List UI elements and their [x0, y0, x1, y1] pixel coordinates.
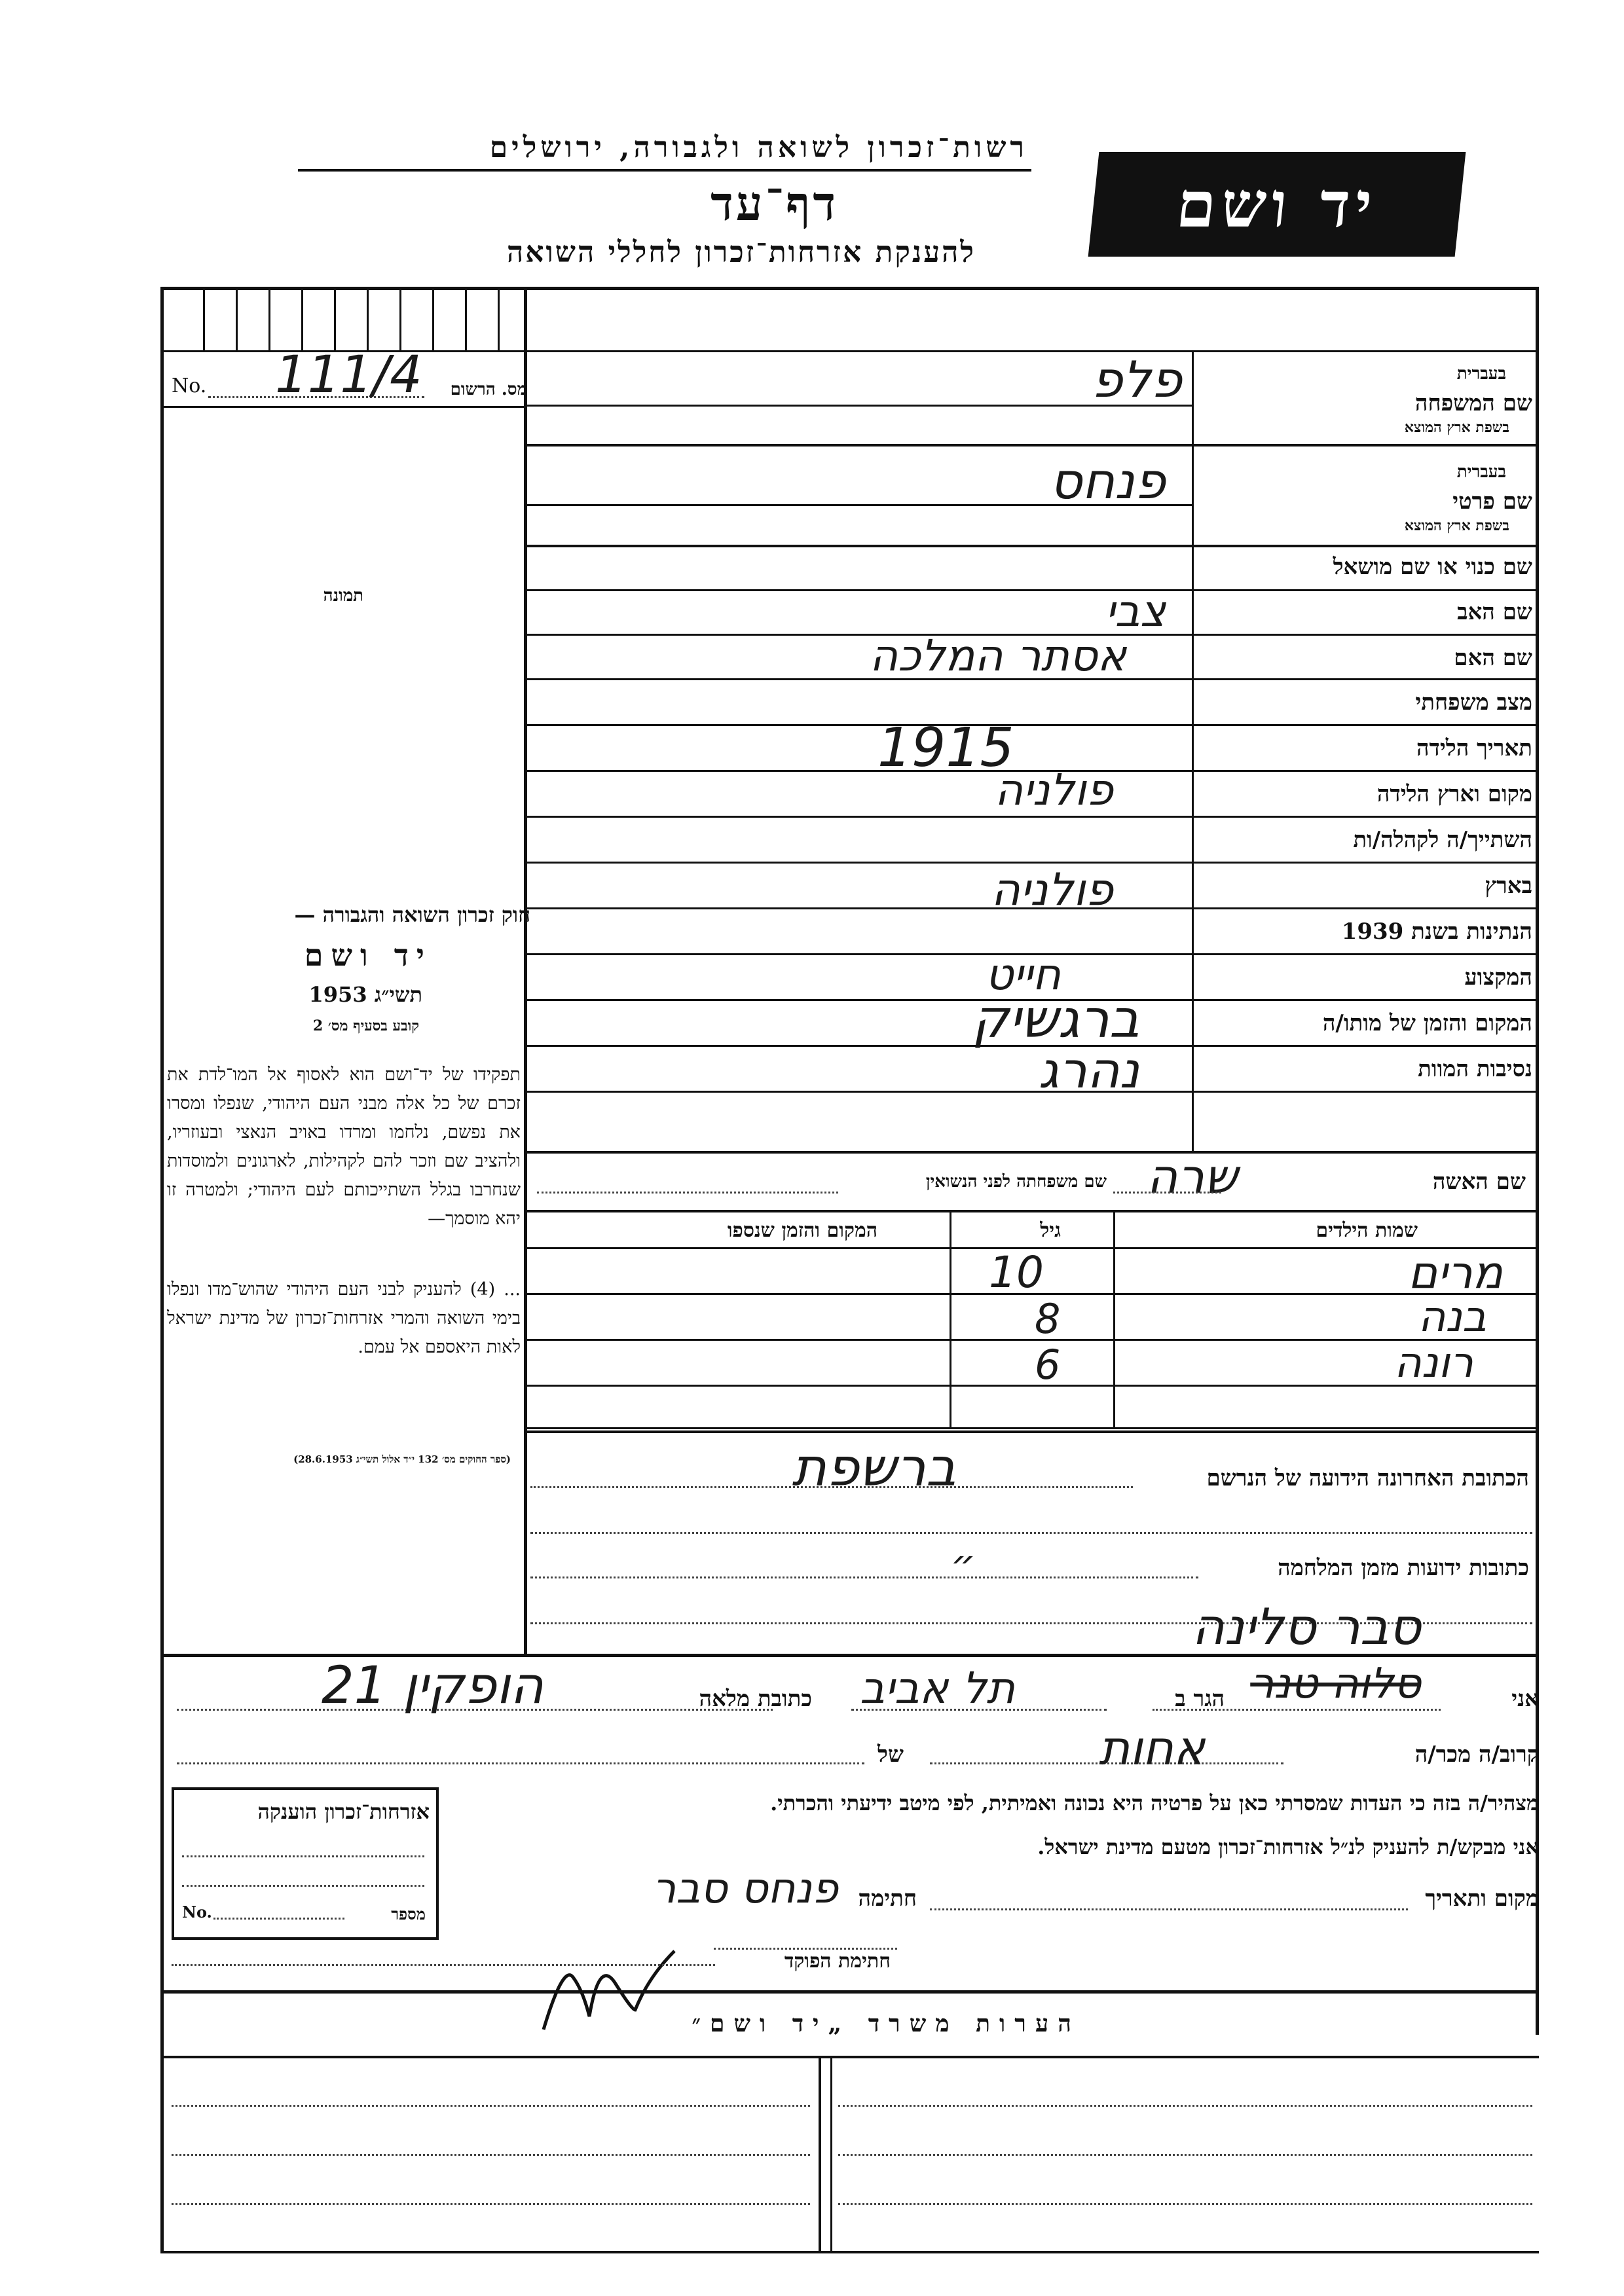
- row-sep: [527, 816, 1538, 818]
- row-sep: [527, 545, 1538, 547]
- notes-dots: [838, 2203, 1532, 2205]
- children-row-line: [527, 1339, 1538, 1341]
- witness-full-address: הופקין 21: [321, 1656, 544, 1715]
- frame-bottom: [160, 2251, 1539, 2253]
- row-sep: [527, 444, 1538, 446]
- wife-value: שרה: [1147, 1149, 1238, 1204]
- footer-dots-left: [172, 1964, 715, 1966]
- profession-label: המקצוע: [1464, 964, 1532, 991]
- tick: [399, 288, 401, 350]
- family-name-sub-he: בעברית: [1456, 364, 1506, 384]
- witness-name-crossed: סלוה טנר: [1250, 1660, 1421, 1708]
- marital-label: מצב משפחתי: [1415, 689, 1532, 716]
- circumstances-label: נסיבות המוות: [1418, 1056, 1532, 1082]
- children-names-header: שמות הילדים: [1316, 1219, 1418, 1242]
- row-sep: [527, 589, 1538, 591]
- wartime-label: כתובות ידועות מזמן המלחמה: [1278, 1555, 1529, 1581]
- children-age-header: גיל: [1040, 1219, 1061, 1242]
- tick: [367, 288, 369, 350]
- country-value: פולניה: [991, 864, 1113, 916]
- officer-label: חתימת הפוקד: [784, 1950, 891, 1973]
- country-label: בארץ: [1485, 873, 1532, 899]
- notes-col-divider: [819, 2056, 821, 2252]
- birth-date-value: 1915: [877, 717, 1014, 779]
- notes-top-line: [160, 1990, 1539, 1994]
- law-citation: (ספר החוקים מס׳ 132 י״ד אלול תשי״ג 28.6.1953): [293, 1453, 511, 1465]
- wife-dots: [1113, 1192, 1221, 1194]
- last-address-value: ברשפת: [792, 1437, 956, 1498]
- row-sep: [527, 862, 1538, 864]
- tick: [498, 288, 500, 350]
- tick: [268, 288, 270, 350]
- of-label: של: [877, 1741, 904, 1768]
- wartime-dots: [530, 1576, 1198, 1578]
- law-clause: קובע בסעיף מס׳ 2: [312, 1017, 419, 1034]
- children-row-line: [527, 1385, 1538, 1387]
- officer-signature-mark: [537, 1938, 681, 2036]
- request-text: אני מבקש/ת להעניק לנ״ל אזרחות־זכרון מטעם מדינת ישראל.: [1037, 1834, 1539, 1859]
- first-name-value: פנחס: [1050, 452, 1166, 510]
- yad-vashem-logo: [1088, 152, 1466, 257]
- notes-header-line: [160, 2056, 1539, 2058]
- officer-signature-icon: [537, 1938, 681, 2036]
- death-place-label: המקום והזמן של מותו/ה: [1322, 1010, 1532, 1036]
- tick: [236, 288, 238, 350]
- nickname-label: שם כנוי או שם מושאל: [1333, 554, 1532, 580]
- citizenship-box: [172, 1787, 439, 1940]
- photo-label: תמונה: [323, 586, 363, 606]
- child-age: 8: [1035, 1295, 1061, 1343]
- tick: [203, 288, 205, 350]
- witness-name: סבר סלינה: [1192, 1597, 1421, 1656]
- place-date-dots: [930, 1908, 1408, 1910]
- notes-dots: [172, 2203, 810, 2205]
- authority-underline: [298, 169, 1031, 172]
- frame-left: [160, 287, 164, 2251]
- profession-value: חייט: [985, 949, 1061, 1000]
- law-year: תשי״ג 1953: [308, 982, 422, 1007]
- death-place-value: ברגשיק: [972, 989, 1139, 1049]
- children-col-divider: [1113, 1211, 1115, 1427]
- citizenship-box-title: אזרחות־זכרון הוענקה: [257, 1799, 430, 1824]
- form-title: דף־עד: [710, 175, 838, 231]
- last-address-label: הכתובת האחרונה הידועה של הנרשם: [1206, 1465, 1529, 1491]
- birth-date-label: תאריך הלידה: [1416, 735, 1532, 761]
- father-value: צבי: [1105, 586, 1166, 636]
- maiden-dots: [537, 1192, 838, 1194]
- logo-text: יד ושם: [1173, 167, 1381, 242]
- authority-title: רשות־זכרון לשואה ולגבורה, ירושלים: [489, 131, 1028, 164]
- registry-label-en: No.: [172, 374, 207, 397]
- cert-number-en: No.: [182, 1903, 212, 1922]
- family-name-label: שם המשפחה: [1414, 390, 1532, 416]
- cert-number-dots: [213, 1918, 344, 1920]
- tick: [334, 288, 336, 350]
- children-place-header: המקום והזמן שנספו: [727, 1219, 877, 1242]
- row-sep: [527, 1091, 1538, 1093]
- relative-label: קרוב/ה מכר/ה: [1414, 1741, 1539, 1768]
- cert-number-label: מספר: [391, 1904, 426, 1923]
- label-divider: [1192, 350, 1194, 1152]
- father-label: שם האב: [1457, 599, 1532, 625]
- children-col-divider: [950, 1211, 951, 1427]
- registry-number: 111/4: [275, 346, 422, 405]
- wife-top-line: [527, 1151, 1538, 1154]
- signature-label: חתימה: [858, 1886, 917, 1912]
- cert-dots-1: [182, 1855, 424, 1857]
- registry-bottom: [160, 406, 527, 408]
- form-subtitle: להענקת אזרחות־זכרון לחללי השואה: [506, 236, 976, 269]
- law-text-1: תפקידו של יד־ושם הוא לאסוף אל המו־לדת את זכרם של כל אלה מבני העם היהודי, שנפלו ומסרו את נפשם, נלחמו ומרדו באויב הנאצי ובעוזריו, ולהציב שם וזכר להם לקהילות, לארגונים ולמוסדות שנחרבו בגלל השתייכותם לעם היהודי; ולמטרה זו יהא מוסמך—: [167, 1065, 521, 1229]
- child-age: 10: [989, 1247, 1044, 1298]
- resides-label: הגר ב: [1175, 1686, 1225, 1712]
- law-name: יד ושם: [304, 938, 432, 973]
- frame-right: [1536, 287, 1539, 2035]
- declaration-text: מצהיר/ה בזה כי העדות שמסרתי כאן על פרטיה היא נכונה ואמיתית, לפי מיטב ידיעתי והכרתי.: [770, 1791, 1539, 1815]
- mother-value: אסתר המלכה: [869, 630, 1126, 681]
- community-label: השתייך/ה לקהלה/ות: [1353, 827, 1532, 853]
- tick: [465, 288, 467, 350]
- ani-label: אני: [1511, 1686, 1539, 1712]
- children-bottom-line: [527, 1427, 1538, 1429]
- first-name-label: שם פרטי: [1452, 488, 1532, 515]
- child-name: מרים: [1408, 1247, 1503, 1299]
- last-address-dots-2: [530, 1532, 1532, 1534]
- children-top-line: [527, 1210, 1538, 1212]
- mother-label: שם האם: [1454, 645, 1532, 671]
- child-age: 6: [1035, 1341, 1061, 1389]
- witness-city: תל אביב: [859, 1663, 1015, 1713]
- of-dots: [177, 1762, 864, 1764]
- notes-dots: [838, 2105, 1532, 2107]
- full-address-label: כתובת מלאה: [699, 1686, 812, 1712]
- registry-label-he: מס. הרשום: [450, 380, 527, 399]
- notes-dots: [172, 2105, 810, 2107]
- witness-signature: פנחס סבר: [652, 1865, 838, 1913]
- notes-dots: [172, 2154, 810, 2156]
- family-name-sub-origin: בשפת ארץ המוצא: [1404, 419, 1509, 436]
- birth-place-label: מקום וארץ הלידה: [1376, 781, 1532, 807]
- maiden-label: שם משפחתה לפני הנשואין: [925, 1172, 1107, 1192]
- wartime-value: ״: [950, 1542, 976, 1588]
- row-sep: [527, 724, 1538, 726]
- notes-col-divider: [830, 2056, 832, 2252]
- family-name-value: פלפ: [1091, 350, 1182, 409]
- first-name-sub-he: בעברית: [1456, 462, 1506, 482]
- office-notes-title: הערות משרד „יד ושם״: [692, 2010, 1080, 2037]
- witness-relation: אחות: [1098, 1721, 1205, 1776]
- birth-place-value: פולניה: [994, 765, 1113, 815]
- cert-dots-2: [182, 1885, 424, 1887]
- law-text-2: ... (4) להעניק לבני העם היהודי שהוש־מדו ונפלו בימי השואה והמרי אזרחות־זכרון של מדינת ישראל לאות היאספם אל עמם.: [167, 1279, 521, 1357]
- law-title: חוק זכרון השואה והגבורה —: [294, 902, 530, 927]
- first-name-sub-origin: בשפת ארץ המוצא: [1404, 517, 1509, 534]
- wife-label: שם האשה: [1432, 1169, 1526, 1195]
- left-column-divider: [524, 287, 527, 1655]
- child-name: בנה: [1418, 1293, 1486, 1341]
- address-top-line: [527, 1430, 1538, 1433]
- child-name: רונה: [1394, 1339, 1473, 1387]
- tick: [301, 288, 303, 350]
- nationality-label: הנתינות בשנת 1939: [1341, 919, 1532, 945]
- place-date-label: מקום ותאריך: [1425, 1886, 1539, 1912]
- tick: [432, 288, 434, 350]
- notes-dots: [838, 2154, 1532, 2156]
- circumstances-value: נהרג: [1038, 1041, 1139, 1099]
